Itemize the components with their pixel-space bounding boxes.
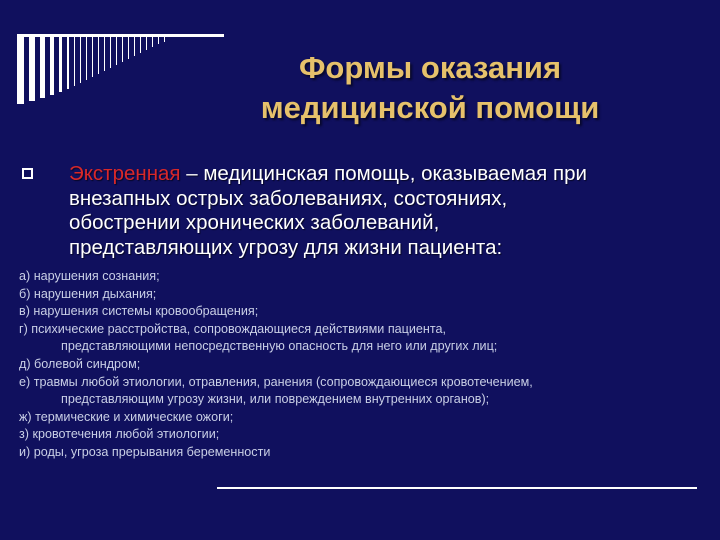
lead-term: Экстренная bbox=[69, 162, 181, 185]
list-item-i: и) роды, угроза прерывания беременности bbox=[19, 444, 271, 459]
decorative-bar bbox=[134, 34, 135, 56]
list-item-v: в) нарушения системы кровообращения; bbox=[19, 304, 259, 319]
decorative-bar bbox=[67, 34, 69, 89]
decorative-bar bbox=[98, 34, 99, 74]
conditions-list bbox=[19, 268, 714, 462]
list-item-d: д) болевой синдром; bbox=[19, 356, 141, 371]
decorative-bar bbox=[59, 34, 62, 92]
lead-line-1 bbox=[69, 162, 712, 187]
list-item-g-continued: представляющими непосредственную опасность для него или других лиц; bbox=[61, 339, 498, 354]
decorative-bar bbox=[74, 34, 75, 86]
decorative-bar bbox=[110, 34, 111, 68]
list-item-zh: ж) термические и химические ожоги; bbox=[19, 409, 234, 424]
decorative-bar bbox=[17, 34, 24, 104]
decorative-bar bbox=[116, 34, 117, 65]
decorative-bar bbox=[50, 34, 54, 95]
decorative-bar bbox=[164, 34, 165, 42]
decorative-bar bbox=[86, 34, 87, 80]
decorative-bar bbox=[122, 34, 123, 62]
title-line-2: медицинской помощи bbox=[260, 90, 600, 125]
list-item-z: з) кровотечения любой этиологии; bbox=[19, 427, 220, 442]
bottom-divider bbox=[217, 487, 697, 489]
list-item-a: а) нарушения сознания; bbox=[19, 269, 160, 283]
list-item-e-continued: представляющим угрозу жизни, или повреждением внутренних органов); bbox=[61, 392, 490, 407]
decorative-bar bbox=[152, 34, 153, 47]
slide-title bbox=[150, 48, 710, 128]
title-line-1: Формы оказания bbox=[298, 50, 562, 85]
decorative-bar bbox=[92, 34, 93, 77]
decorative-bar bbox=[40, 34, 45, 98]
lead-line-2: внезапных острых заболеваниях, состояниях, bbox=[69, 186, 508, 210]
lead-paragraph bbox=[22, 162, 712, 260]
decorative-bar bbox=[146, 34, 147, 50]
decorative-bar bbox=[158, 34, 159, 44]
list-item-g: г) психические расстройства, сопровождающиеся действиями пациента, bbox=[19, 321, 446, 336]
lead-line-1-rest: – медицинская помощь, оказываемая при bbox=[180, 162, 587, 185]
decorative-bar bbox=[29, 34, 35, 101]
decorative-bar bbox=[140, 34, 141, 53]
decorative-bar bbox=[80, 34, 81, 83]
lead-line-4: представляющих угрозу для жизни пациента: bbox=[69, 235, 503, 259]
list-item-e: е) травмы любой этиологии, отравления, ранения (сопровождающиеся кровотечением, bbox=[19, 374, 533, 389]
lead-line-3: обострении хронических заболеваний, bbox=[69, 211, 440, 234]
bullet-square-icon bbox=[22, 168, 33, 179]
list-item-b: б) нарушения дыхания; bbox=[19, 286, 157, 301]
decorative-bar bbox=[104, 34, 105, 71]
lead-text bbox=[69, 162, 712, 260]
decorative-bar bbox=[128, 34, 129, 59]
